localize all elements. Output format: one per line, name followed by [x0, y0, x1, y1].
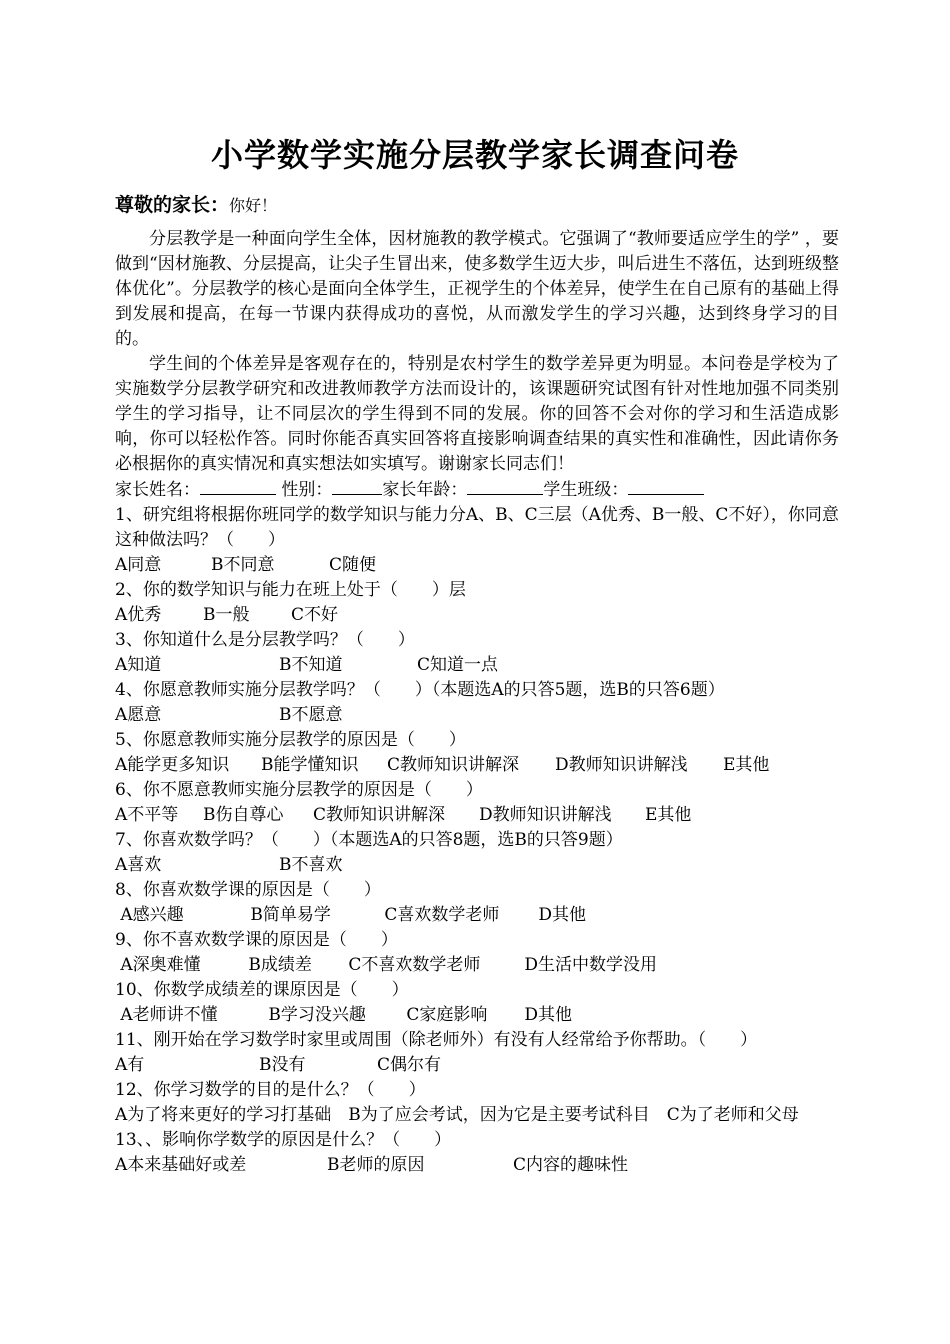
- question-text: 10、你数学成绩差的课原因是（ ）: [115, 980, 409, 1000]
- option[interactable]: A有: [115, 1055, 145, 1075]
- question-text: 5、你愿意教师实施分层教学的原因是（ ）: [115, 730, 466, 750]
- intro-paragraph: 学生间的个体差异是客观存在的，特别是农村学生的数学差异更为明显。本问卷是学校为了实施数学分层教学研究和改进教师教学方法而设计的，该课题研究试图有针对性地加强不同类别学生的学习指导，让不同层次的学生得到不同的发展。你的回答不会对你的学习和生活造成影响，你可以轻松作答。同时你能否真实回答将直接影响调查结果的真实性和准确性，因此请你务必根据你的真实情况和真实想法如实填写。谢谢家长同志们！: [115, 354, 839, 474]
- survey-content: [115, 227, 839, 1178]
- parent-name-blank[interactable]: [200, 477, 276, 495]
- option[interactable]: A老师讲不懂: [120, 1005, 218, 1025]
- info-form-row: [115, 477, 839, 503]
- option[interactable]: A喜欢: [115, 855, 162, 875]
- student-class-label: 学生班级：: [543, 480, 629, 500]
- question-text: 13、、影响你学数学的原因是什么？（ ）: [115, 1130, 452, 1150]
- question-options: [115, 1153, 839, 1178]
- question-options: [115, 703, 839, 728]
- question-options[interactable]: A为了将来更好的学习打基础 B为了应会考试，因为它是主要考试科目 C为了老师和父母: [115, 1105, 799, 1125]
- option[interactable]: C随便: [329, 555, 377, 575]
- option[interactable]: C偶尔有: [377, 1055, 442, 1075]
- question-options: [115, 1053, 839, 1078]
- page-title: 小学数学实施分层教学家长调查问卷: [210, 136, 739, 174]
- option[interactable]: A不平等: [115, 805, 179, 825]
- option[interactable]: B不同意: [211, 555, 275, 575]
- option[interactable]: B不喜欢: [279, 855, 343, 875]
- option[interactable]: C不好: [291, 605, 339, 625]
- option[interactable]: B伤自尊心: [203, 805, 284, 825]
- option[interactable]: D生活中数学没用: [524, 955, 658, 975]
- option[interactable]: A深奥难懂: [120, 955, 201, 975]
- question-options: [115, 953, 839, 978]
- question-text: 3、你知道什么是分层教学吗？（ ）: [115, 630, 415, 650]
- option[interactable]: B成绩差: [248, 955, 312, 975]
- option[interactable]: A感兴趣: [120, 905, 184, 925]
- option[interactable]: D其他: [538, 905, 587, 925]
- question-text: 12、你学习数学的目的是什么？（ ）: [115, 1080, 426, 1100]
- salutation-greeting: 你好！: [229, 196, 278, 215]
- option[interactable]: B能学懂知识: [261, 755, 359, 775]
- parent-age-label: 家长年龄：: [382, 480, 468, 500]
- option[interactable]: B简单易学: [250, 905, 331, 925]
- option[interactable]: C内容的趣味性: [513, 1155, 629, 1175]
- question-text: 4、你愿意教师实施分层教学吗？（ ）（本题选A的只答5题，选B的只答6题）: [115, 680, 725, 700]
- question-options: [115, 1003, 839, 1028]
- question-text: 9、你不喜欢数学课的原因是（ ）: [115, 930, 398, 950]
- question-options: [115, 903, 839, 928]
- question-options: [115, 853, 839, 878]
- gender-label: 性别：: [281, 480, 333, 500]
- intro-paragraph: 分层教学是一种面向学生全体，因材施教的教学模式。它强调了“教师要适应学生的学” ，要做到“因材施教、分层提高，让尖子生冒出来，使多数学生迈大步，叫后进生不落伍，达到班级整体优化”。分层教学的核心是面向全体学生，正视学生的个体差异，使学生在自己原有的基础上得到发展和提高，在每一节课内获得成功的喜悦，从而激发学生的学习兴趣，达到终身学习的目的。: [115, 229, 839, 349]
- option[interactable]: E其他: [645, 805, 692, 825]
- question-text: 8、你喜欢数学课的原因是（ ）: [115, 880, 381, 900]
- student-class-blank[interactable]: [628, 477, 704, 495]
- option[interactable]: C教师知识讲解深: [313, 805, 446, 825]
- option[interactable]: B没有: [259, 1055, 306, 1075]
- option[interactable]: B不愿意: [279, 705, 343, 725]
- question-text: 2、你的数学知识与能力在班上处于（ ）层: [115, 580, 466, 600]
- option[interactable]: A知道: [115, 655, 162, 675]
- option[interactable]: A优秀: [115, 605, 162, 625]
- salutation: [115, 190, 277, 217]
- question-text: 6、你不愿意教师实施分层教学的原因是（ ）: [115, 780, 483, 800]
- option[interactable]: C不喜欢数学老师: [348, 955, 481, 975]
- option[interactable]: B老师的原因: [327, 1155, 425, 1175]
- option[interactable]: D教师知识讲解浅: [555, 755, 688, 775]
- question-text: 7、你喜欢数学吗？（ ）（本题选A的只答8题，选B的只答9题）: [115, 830, 623, 850]
- question-options: [115, 753, 839, 778]
- option[interactable]: A本来基础好或差: [115, 1155, 247, 1175]
- option[interactable]: A同意: [115, 555, 162, 575]
- parent-name-label: 家长姓名：: [115, 480, 200, 500]
- option[interactable]: A愿意: [115, 705, 162, 725]
- question-text: 11、刚开始在学习数学时家里或周围（除老师外）有没有人经常给予你帮助。（ ）: [115, 1030, 758, 1050]
- question-options: [115, 603, 839, 628]
- salutation-label: 尊敬的家长：: [115, 194, 230, 216]
- gender-blank[interactable]: [332, 477, 382, 495]
- option[interactable]: C喜欢数学老师: [384, 905, 500, 925]
- question-options: [115, 803, 839, 828]
- question-options: [115, 653, 839, 678]
- parent-age-blank[interactable]: [467, 477, 543, 495]
- option[interactable]: C知道一点: [417, 655, 499, 675]
- question-options: [115, 553, 839, 578]
- option[interactable]: B不知道: [279, 655, 343, 675]
- option[interactable]: B学习没兴趣: [268, 1005, 366, 1025]
- option[interactable]: C教师知识讲解深: [387, 755, 520, 775]
- option[interactable]: E其他: [723, 755, 770, 775]
- option[interactable]: A能学更多知识: [115, 755, 230, 775]
- question-text: 1、研究组将根据你班同学的数学知识与能力分A、B、C三层（A优秀、B一般、C不好），你同意这种做法吗？（ ）: [115, 505, 839, 550]
- option[interactable]: D其他: [524, 1005, 573, 1025]
- option[interactable]: B一般: [203, 605, 250, 625]
- option[interactable]: C家庭影响: [406, 1005, 488, 1025]
- option[interactable]: D教师知识讲解浅: [479, 805, 612, 825]
